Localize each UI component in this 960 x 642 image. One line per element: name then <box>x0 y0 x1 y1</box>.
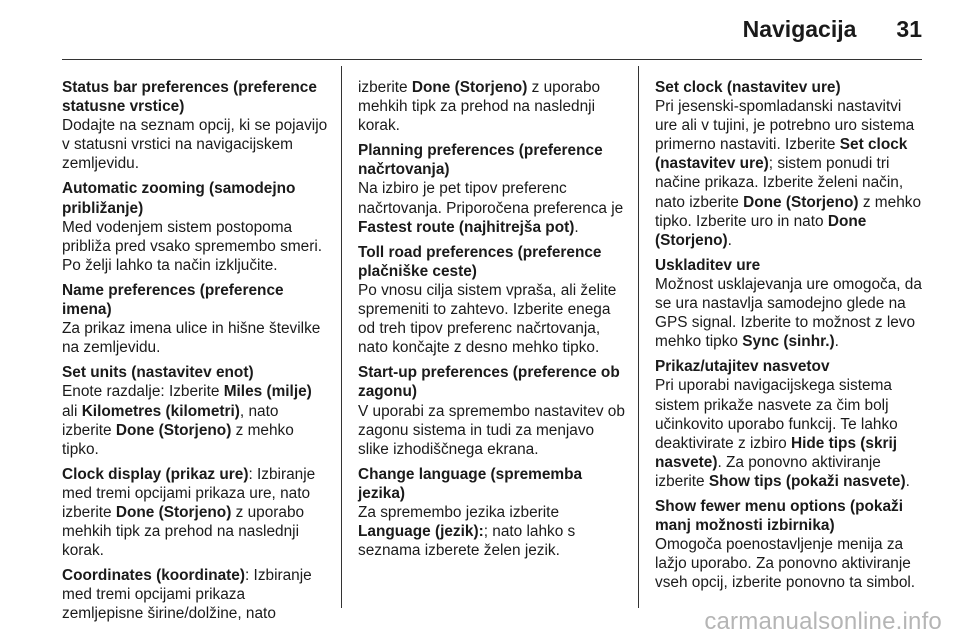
page-title: Navigacija <box>742 16 857 42</box>
section <box>62 566 330 623</box>
bold-term: Kilometres (kilometri) <box>81 402 240 420</box>
section <box>358 465 626 560</box>
text-column-1 <box>62 78 330 630</box>
column-divider <box>341 66 342 608</box>
section-text: izberite Done (Storjeno) z uporabo mehkih tipk za prehod na naslednji korak. <box>358 79 601 135</box>
bold-term: Hide tips (skrij nasvete) <box>655 434 898 471</box>
section-heading: Uskladitev ure <box>655 256 761 274</box>
section-text: Na izbiro je pet tipov preferenc načrtovanja. Priporočena preferenca je Fastest route (najhitrejša pot). <box>358 180 624 236</box>
page-number: 31 <box>896 16 922 42</box>
section <box>62 281 330 357</box>
section <box>358 78 626 135</box>
section <box>655 256 925 351</box>
bold-term: Miles (milje) <box>223 383 312 401</box>
section-heading: Automatic zooming (samodejno približanje) <box>62 180 296 217</box>
section-text: Clock display (prikaz ure): Izbiranje med tremi opcijami prikaza ure, nato izberite Done (Storjeno) z uporabo mehkih tipk za prehod na naslednji korak. <box>62 465 316 560</box>
watermark: carmanualsonline.info <box>704 608 942 635</box>
bold-term: Fastest route (najhitrejša pot) <box>358 218 575 236</box>
section <box>62 179 330 274</box>
bold-term: Language (jezik): <box>358 523 484 541</box>
section-heading: Start-up preferences (preference ob zagonu) <box>358 364 620 401</box>
section-heading: Name preferences (preference imena) <box>62 281 284 319</box>
section <box>358 363 626 458</box>
section-text: Coordinates (koordinate): Izbiranje med tremi opcijami prikaza zemljepisne širine/dolžine, nato <box>62 567 312 623</box>
section <box>358 141 626 236</box>
section-heading: Set units (nastavitev enot) <box>62 364 254 382</box>
section-text: Za spremembo jezika izberite Language (jezik):; nato lahko s seznama izberete želen jezik. <box>358 503 576 560</box>
section-heading: Set clock (nastavitev ure) <box>655 79 841 96</box>
section-text: Za prikaz imena ulice in hišne številke na zemljevidu. <box>62 320 321 357</box>
section-heading: Toll road preferences (preference plačniške ceste) <box>358 243 602 280</box>
section <box>358 243 626 358</box>
bold-term: Sync (sinhr.) <box>742 333 835 351</box>
section-text: Pri jesenski-spomladanski nastavitvi ure ali v tujini, je potrebno uro sistema primerno nastaviti. Izberite Set clock (nastavitev ure); sistem ponudi tri načine prikaza. Izberite želeni način, nato izberite Done (Storjeno) z mehko tipko. Izberite uro in nato Done (Storjeno). <box>655 98 922 249</box>
section-heading: Change language (sprememba jezika) <box>358 465 583 502</box>
section-text: Dodajte na seznam opcij, ki se pojavijo v statusni vrstici na navigacijskem zemljevidu. <box>62 117 328 173</box>
section-text: Med vodenjem sistem postopoma približa pred vsako spremembo smeri. Po želji lahko ta način izključite. <box>62 218 323 274</box>
text-column-3 <box>655 78 925 598</box>
section-text: Enote razdalje: Izberite Miles (milje) ali Kilometres (kilometri), nato izberite Done (Storjeno) z mehko tipko. <box>62 383 312 458</box>
bold-term: Done (Storjeno) <box>411 79 528 96</box>
section <box>62 78 330 173</box>
bold-term: Set clock (nastavitev ure) <box>655 136 908 173</box>
section <box>655 497 925 592</box>
section-text: Po vnosu cilja sistem vpraša, ali želite spremeniti to zahtevo. Izberite enega od treh tipov preferenc načrtovanja, nato končajte z desno mehko tipko. <box>358 281 617 357</box>
header-rule <box>62 59 922 60</box>
section <box>62 363 330 458</box>
bold-term: Done (Storjeno) <box>743 193 859 211</box>
section-text: Pri uporabi navigacijskega sistema sistem prikaže nasvete za čim bolj učinkovito uporabo funkcij. Te lahko deaktivirate z izbiro Hide tips (skrij nasvete). Za ponovno aktiviranje izberite Show tips (pokaži nasvete). <box>655 377 910 490</box>
section-text: Omogoča poenostavljenje menija za lažjo uporabo. Za ponovno aktiviranje vseh opcij, izberite ponovno ta simbol. <box>655 536 916 592</box>
bold-term: Coordinates (koordinate) <box>62 567 245 585</box>
section-heading: Status bar preferences (preference statusne vrstice) <box>62 79 317 116</box>
bold-term: Show tips (pokaži nasvete) <box>708 472 906 490</box>
section <box>62 465 330 560</box>
section-heading: Show fewer menu options (pokaži manj možnosti izbirnika) <box>655 497 903 535</box>
bold-term: Done (Storjeno) <box>115 421 232 439</box>
section <box>655 357 925 491</box>
column-divider <box>638 66 639 608</box>
text-column-2 <box>358 78 626 566</box>
section-text: V uporabi za spremembo nastavitev ob zagonu sistema in tudi za menjavo slike izhodiščnega ekrana. <box>358 402 625 458</box>
section-text: Možnost usklajevanja ure omogoča, da se ura nastavlja samodejno glede na GPS signal. Izberite to možnost z levo mehko tipko Sync (sinhr.). <box>655 275 922 351</box>
section-heading: Planning preferences (preference načrtovanja) <box>358 142 603 179</box>
bold-term: Done (Storjeno) <box>115 503 232 521</box>
page-header <box>743 16 922 56</box>
section-heading: Prikaz/utajitev nasvetov <box>655 358 830 376</box>
section <box>655 78 925 250</box>
bold-term: Done (Storjeno) <box>655 212 867 249</box>
bold-term: Clock display (prikaz ure) <box>62 465 249 483</box>
